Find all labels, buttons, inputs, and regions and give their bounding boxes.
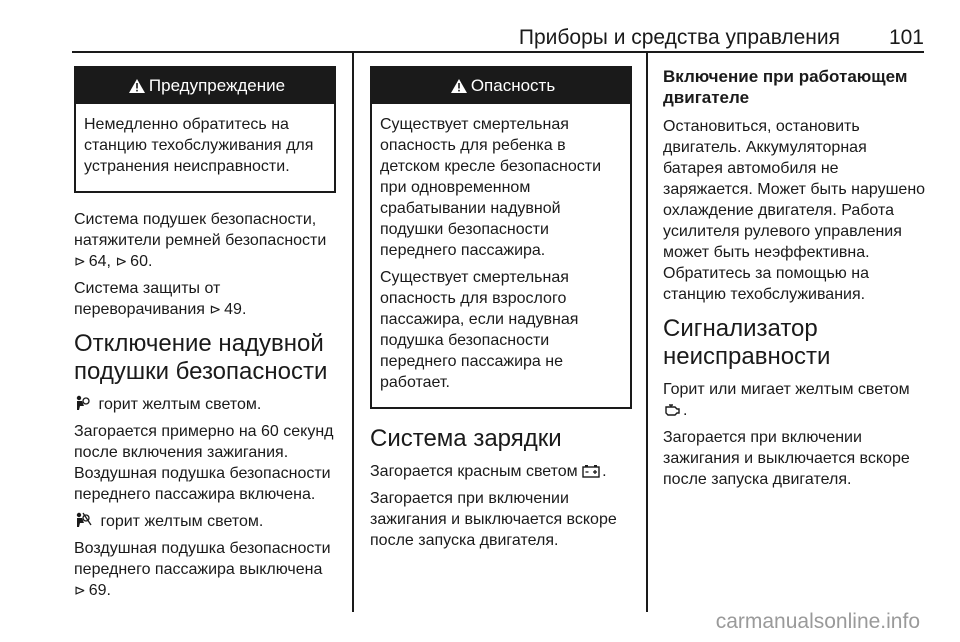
warning-triangle-icon [451, 79, 467, 93]
warning-header [76, 68, 334, 104]
airbag-on-icon [74, 395, 92, 411]
section-heading: Система зарядки [370, 425, 562, 452]
paragraph: Загорается красным светом . [370, 463, 607, 480]
paragraph: Горит или мигает желтым светом . [663, 381, 910, 419]
danger-text: Существует смертельная опасность для ребенка в детском кресле безопасности при одновременном срабатывании надувной подушки безопасности переднего пассажира. [380, 116, 601, 259]
paragraph: Загорается примерно на 60 секунд после включения зажигания. Воздушная подушка безопасности переднего пассажира включена. [74, 423, 334, 503]
column-right [663, 66, 928, 496]
danger-title: Опасность [470, 76, 556, 95]
page-ref-icon: ⊳ [74, 253, 86, 269]
column-middle [370, 66, 632, 557]
danger-header [372, 68, 630, 104]
danger-text: Существует смертельная опасность для взрослого пассажира, если надувная подушка безопасности переднего пассажира не работает. [380, 269, 579, 391]
section-heading: Сигнализатор неисправности [663, 315, 831, 370]
page-ref-icon: ⊳ [115, 253, 128, 269]
paragraph: Воздушная подушка безопасности переднего пассажира выключена ⊳ 69. [74, 540, 331, 599]
page-ref-icon: ⊳ [74, 582, 86, 598]
danger-box [370, 66, 632, 409]
section-heading: Отключение надувной подушки безопасности [74, 330, 328, 385]
paragraph: горит желтым светом. [74, 511, 336, 532]
paragraph: Система защиты от переворачивания ⊳ 49. [74, 280, 247, 318]
watermark: carmanualsonline.info [715, 610, 920, 633]
subsection-heading: Включение при работающем двигателе [663, 67, 908, 107]
warning-box [74, 66, 336, 193]
warning-title: Предупреждение [148, 76, 286, 95]
paragraph: Система подушек безопасности, натяжители ремней безопасности ⊳ 64, ⊳ 60. [74, 211, 327, 270]
warning-triangle-icon [129, 79, 145, 93]
paragraph: горит желтым светом. [74, 394, 336, 415]
page-number: 101 [888, 26, 924, 49]
paragraph: Остановиться, остановить двигатель. Аккумуляторная батарея автомобиля не заряжается. Может быть нарушено охлаждение двигателя. Работа усилителя рулевого управления может быть неэффективна. Обратитесь за помощью на станцию техобслуживания. [663, 118, 926, 303]
airbag-off-icon [74, 512, 94, 528]
column-divider [352, 52, 354, 612]
paragraph: Загорается при включении зажигания и выключается вскоре после запуска двигателя. [370, 490, 617, 549]
battery-icon [582, 464, 600, 478]
engine-check-icon [663, 403, 681, 417]
column-divider [646, 52, 648, 612]
page-ref-icon: ⊳ [209, 301, 222, 317]
header-divider [72, 51, 924, 53]
warning-text: Немедленно обратитесь на станцию техобслуживания для устранения неисправности. [84, 116, 314, 175]
paragraph: Загорается при включении зажигания и выключается вскоре после запуска двигателя. [663, 429, 910, 488]
page-title: Приборы и средства управления [518, 26, 840, 49]
column-left [74, 66, 336, 607]
